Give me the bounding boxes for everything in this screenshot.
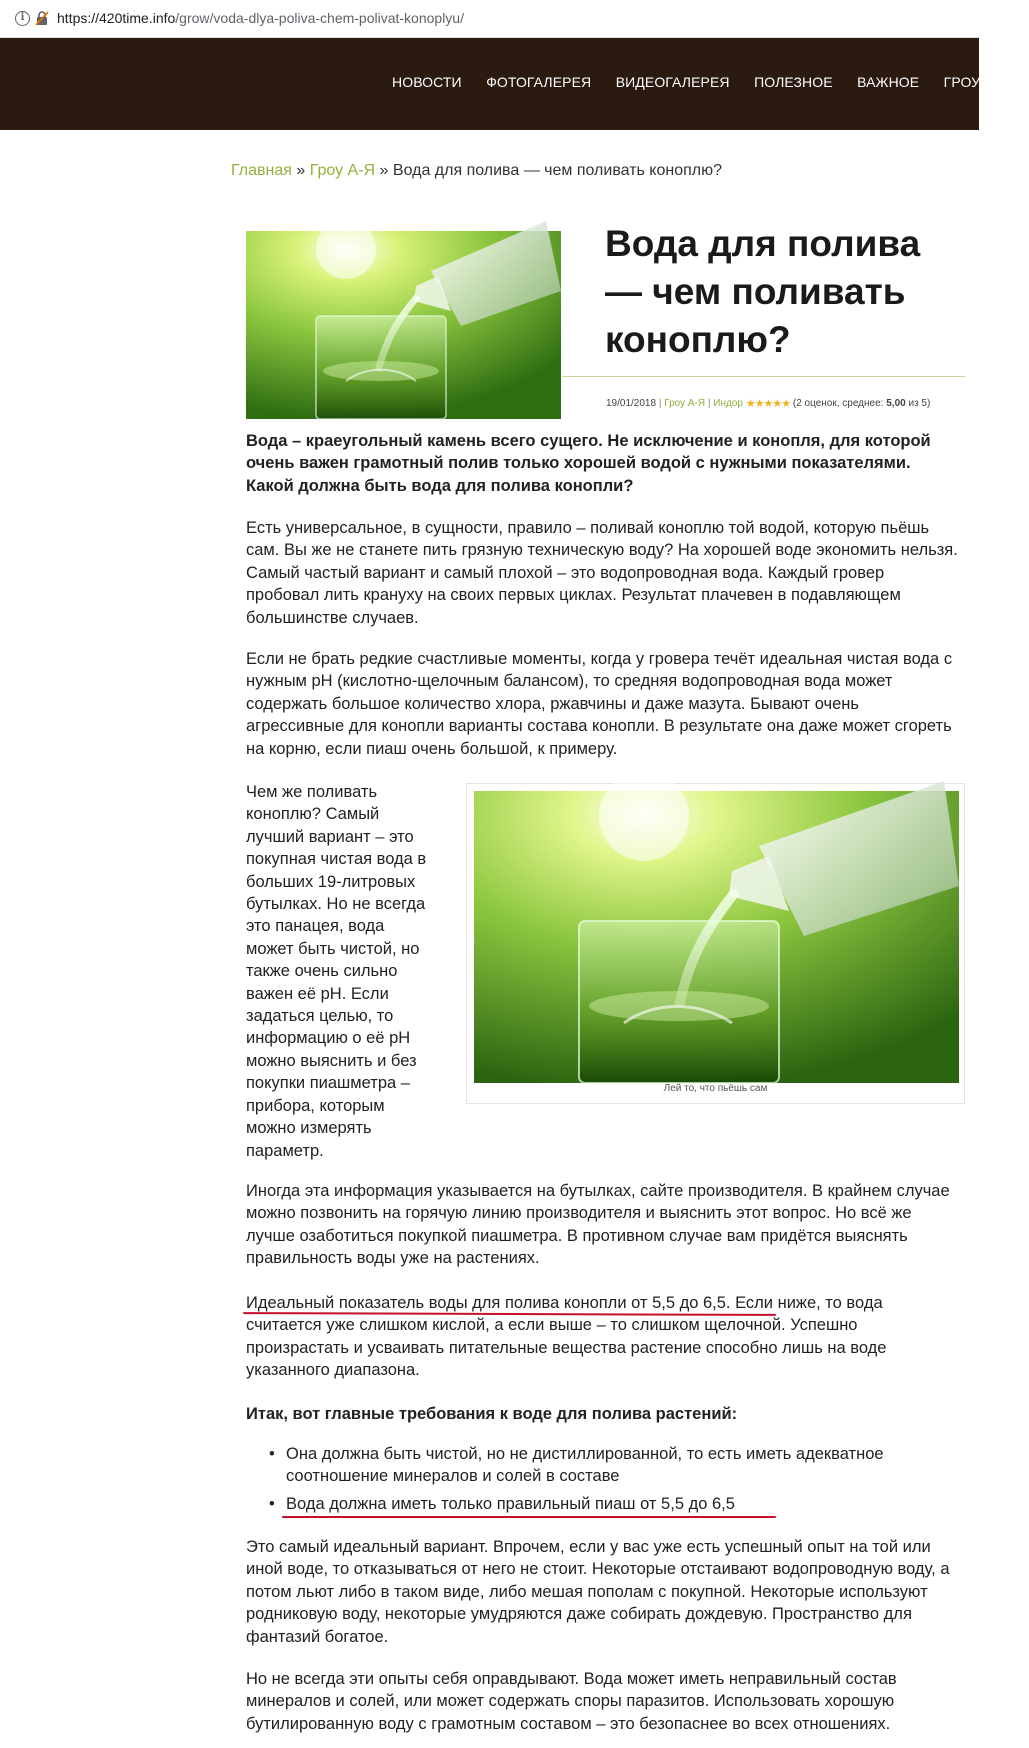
article-date: 19/01/2018 bbox=[606, 398, 657, 409]
star-icon[interactable]: ★ bbox=[763, 398, 773, 410]
url-host: https://420time.info bbox=[57, 10, 176, 26]
paragraph-4: Иногда эта информация указывается на бутылках, сайте производителя. В крайнем случае можно позвонить на горячую линию производителя и выяснить этот вопрос. Но всё же лучше озаботиться покупкой пиашметра. В противном случае вам придётся выяснять правильность воды уже на растениях. bbox=[246, 1182, 950, 1268]
highlighted-ph-range: Идеальный показатель воды для полива конопли от 5,5 до 6,5 bbox=[246, 1294, 726, 1312]
nav-item-news[interactable]: НОВОСТИ bbox=[392, 74, 462, 90]
requirement-text: Она должна быть чистой, но не дистиллированной, то есть иметь адекватное соотношение минералов и солей в составе bbox=[286, 1445, 884, 1486]
rating-stars[interactable] bbox=[746, 397, 790, 410]
list-item bbox=[269, 1443, 966, 1488]
water-glass-illustration bbox=[246, 231, 561, 419]
breadcrumb-home[interactable]: Главная bbox=[231, 162, 292, 179]
paragraph-5 bbox=[246, 1292, 961, 1382]
breadcrumb bbox=[231, 162, 722, 180]
rating-value: 5,00 bbox=[886, 398, 906, 409]
water-glass-illustration bbox=[474, 791, 959, 1083]
url-path: /grow/voda-dlya-poliva-chem-polivat-konoplyu/ bbox=[175, 10, 464, 26]
star-icon[interactable]: ★ bbox=[772, 398, 782, 410]
url-text[interactable] bbox=[57, 10, 464, 26]
rating-text-suffix: из 5) bbox=[905, 398, 931, 409]
star-icon[interactable]: ★ bbox=[754, 398, 764, 410]
breadcrumb-separator: » bbox=[291, 162, 310, 179]
category-link-indoor[interactable]: Индор bbox=[713, 398, 743, 409]
nav-item-important[interactable]: ВАЖНОЕ bbox=[857, 74, 920, 90]
main-nav bbox=[392, 74, 1029, 92]
bullet-icon: • bbox=[269, 1494, 275, 1513]
meta-separator: | bbox=[705, 398, 714, 409]
paragraph-5-rest: . Если ниже, то вода считается уже слишком кислой, а если выше – то слишком щелочной. Успешно произрастать и усваивать питательные вещества растение способно лишь на воде указанного диапазона. bbox=[246, 1294, 887, 1380]
article-meta bbox=[606, 397, 930, 410]
lock-warning-icon[interactable] bbox=[35, 10, 49, 26]
article-title: Вода для полива — чем поливать коноплю? bbox=[605, 223, 921, 360]
category-link-grow-az[interactable]: Гроу А-Я bbox=[664, 398, 706, 409]
nav-item-photo-gallery[interactable]: ФОТОГАЛЕРЕЯ bbox=[486, 74, 592, 90]
breadcrumb-section[interactable]: Гроу А-Я bbox=[309, 162, 376, 179]
inline-image-water-glass bbox=[474, 791, 959, 1083]
inline-figure bbox=[466, 783, 965, 1104]
list-item bbox=[269, 1493, 966, 1515]
site-header bbox=[0, 38, 1009, 130]
paragraph-7: Но не всегда эти опыты себя оправдывают. Вода может иметь неправильный состав минералов и солей, или может содержать споры паразитов. Использовать хорошую бутилированную воду с грамотным составом – это безопаснее во всех отношениях. bbox=[246, 1670, 897, 1733]
breadcrumb-current: Вода для полива — чем поливать коноплю? bbox=[392, 162, 723, 179]
star-icon[interactable]: ★ bbox=[781, 398, 791, 410]
paragraph-2: Если не брать редкие счастливые моменты, когда у гровера течёт идеальная чистая вода с нужным pH (кислотно-щелочным балансом), то средняя водопроводная вода может содержать большое количество хлора, ржавчины и даже мазута. Бывают очень агрессивные для конопли варианты состава конопли. В результате она даже может сгореть на корню, если пиаш очень большой, к примеру. bbox=[246, 650, 953, 758]
breadcrumb-separator: » bbox=[375, 162, 393, 179]
meta-separator: | bbox=[656, 398, 665, 409]
requirement-text: Вода должна иметь только правильный пиаш от 5,5 до 6,5 bbox=[286, 1494, 735, 1513]
paragraph-3: Чем же поливать коноплю? Самый лучший вариант – это покупная чистая вода в больших 19-литровых бутылках. Но не всегда это панацея, вода может быть чистой, но также очень сильно важен её pH. Если задаться целью, то информацию о её pH можно выяснить и без покупки пиашметра – прибора, которым можно измерять параметр. bbox=[246, 783, 427, 1160]
star-icon[interactable]: ★ bbox=[745, 398, 755, 410]
nav-item-grow-az[interactable]: ГРОУ А-Я bbox=[943, 74, 1009, 90]
hero-image-water-glass bbox=[246, 231, 561, 419]
requirements-heading: Итак, вот главные требования к воде для полива растений: bbox=[246, 1405, 738, 1423]
lead-paragraph: Вода – краеугольный камень всего сущего. Не исключение и конопля, для которой очень важен грамотный полив только хорошей водой с нужными показателями. Какой должна быть вода для полива конопли? bbox=[246, 432, 931, 495]
paragraph-1: Есть универсальное, в сущности, правило – поливай коноплю той водой, которую пьёшь сам. Вы же не станете пить грязную техническую воду? На хорошей воде экономить нельзя. Самый частый вариант и самый плохой – это водопроводная вода. Каждый гровер пробовал лить крануху на своих первых циклах. Результат плачевен в подавляющем большинстве случаев. bbox=[246, 519, 958, 627]
browser-address-bar[interactable] bbox=[0, 0, 979, 38]
image-caption: Лей то, что пьёшь сам bbox=[663, 1083, 768, 1094]
paragraph-6: Это самый идеальный вариант. Впрочем, если у вас уже есть успешный опыт на той или иной воде, то отказываться от него не стоит. Некоторые отстаивают водопроводную воду, а потом льют либо в таком виде, либо мешая пополам с покупной. Некоторые используют родниковую воду, некоторые умудряются даже собирать дождевую. Пространство для фантазий богатое. bbox=[246, 1538, 950, 1646]
title-divider bbox=[562, 376, 965, 377]
nav-item-useful[interactable]: ПОЛЕЗНОЕ bbox=[754, 74, 833, 90]
bullet-icon: • bbox=[269, 1445, 275, 1463]
red-underline bbox=[282, 1516, 776, 1518]
rating-text-prefix: (2 оценок, среднее: bbox=[792, 398, 887, 409]
nav-item-video-gallery[interactable]: ВИДЕОГАЛЕРЕЯ bbox=[615, 74, 730, 90]
info-icon[interactable]: i bbox=[15, 11, 30, 26]
requirements-list bbox=[269, 1443, 966, 1520]
